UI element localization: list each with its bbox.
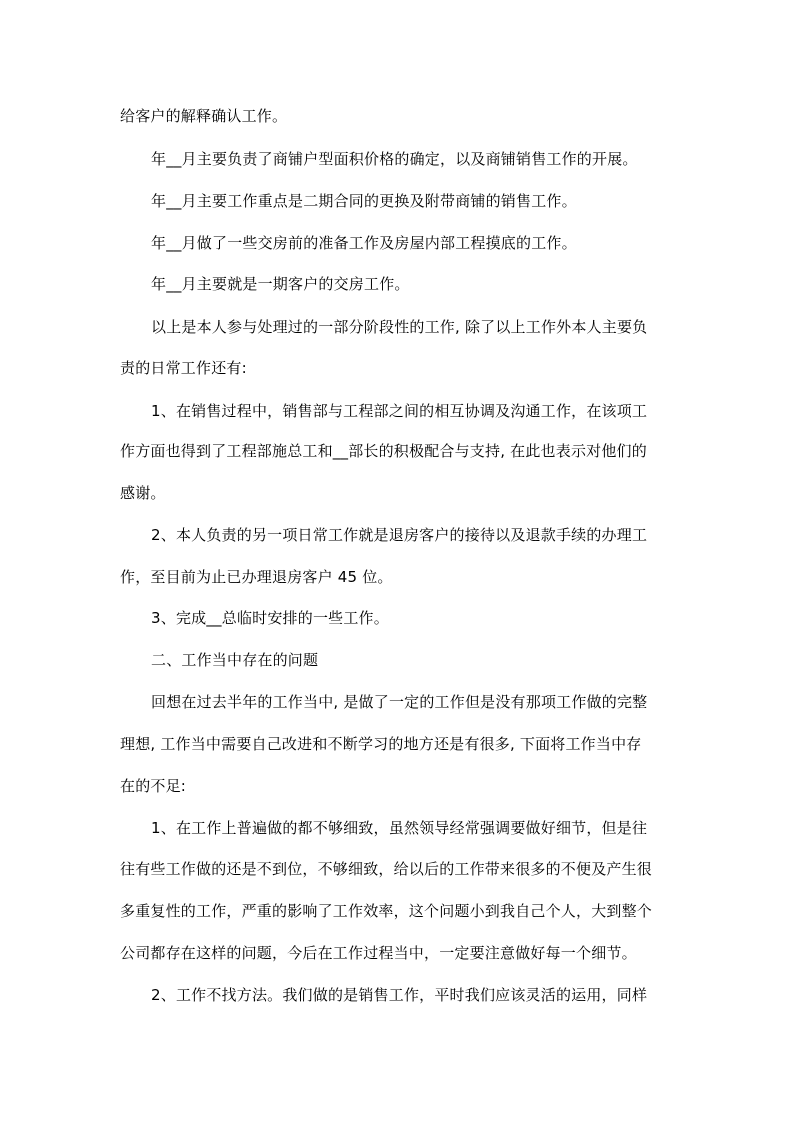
text-line: 在的不足: (120, 777, 187, 795)
text-line: 公司都存在这样的问题，今后在工作过程当中，一定要注意做好每一个细节。 (120, 944, 637, 962)
text-line: 年__月主要工作重点是二期合同的更换及附带商铺的销售工作。 (151, 192, 577, 210)
text-line: 以上是本人参与处理过的一部分阶段性的工作, 除了以上工作外本人主要负 (151, 318, 648, 336)
text-line: 回想在过去半年的工作当中, 是做了一定的工作但是没有那项工作做的完整 (151, 693, 648, 711)
text-line: 2、本人负责的另一项日常工作就是退房客户的接待以及退款手续的办理工 (151, 526, 648, 544)
text-line: 1、在销售过程中，销售部与工程部之间的相互协调及沟通工作，在该项工 (151, 402, 648, 420)
text-line: 多重复性的工作，严重的影响了工作效率，这个问题小到我自己个人，大到整个 (120, 902, 653, 920)
text-line: 责的日常工作还有: (120, 359, 247, 377)
text-line: 2、工作不找方法。我们做的是销售工作，平时我们应该灵活的运用，同样 (151, 986, 648, 1004)
text-line: 年__月做了一些交房前的准备工作及房屋内部工程摸底的工作。 (151, 234, 577, 252)
text-line: 往有些工作做的还是不到位，不够细致，给以后的工作带来很多的不便及产生很 (120, 860, 653, 878)
text-line: 年__月主要就是一期客户的交房工作。 (151, 275, 410, 293)
text-line: 年__月主要负责了商铺户型面积价格的确定，以及商铺销售工作的开展。 (151, 150, 638, 168)
text-line: 作，至目前为止已办理退房客户 45 位。 (120, 568, 393, 586)
text-line: 理想, 工作当中需要自己改进和不断学习的地方还是有很多, 下面将工作当中存 (120, 735, 642, 753)
text-line: 1、在工作上普遍做的都不够细致，虽然领导经常强调要做好细节，但是往 (151, 819, 648, 837)
text-line: 3、完成__总临时安排的一些工作。 (151, 609, 389, 627)
text-line: 感谢。 (120, 484, 166, 502)
text-line: 作方面也得到了工程部施总工和__部长的积极配合与支持, 在此也表示对他们的 (120, 442, 647, 460)
text-line: 给客户的解释确认工作。 (120, 107, 288, 125)
section-heading: 二、工作当中存在的问题 (151, 651, 319, 669)
